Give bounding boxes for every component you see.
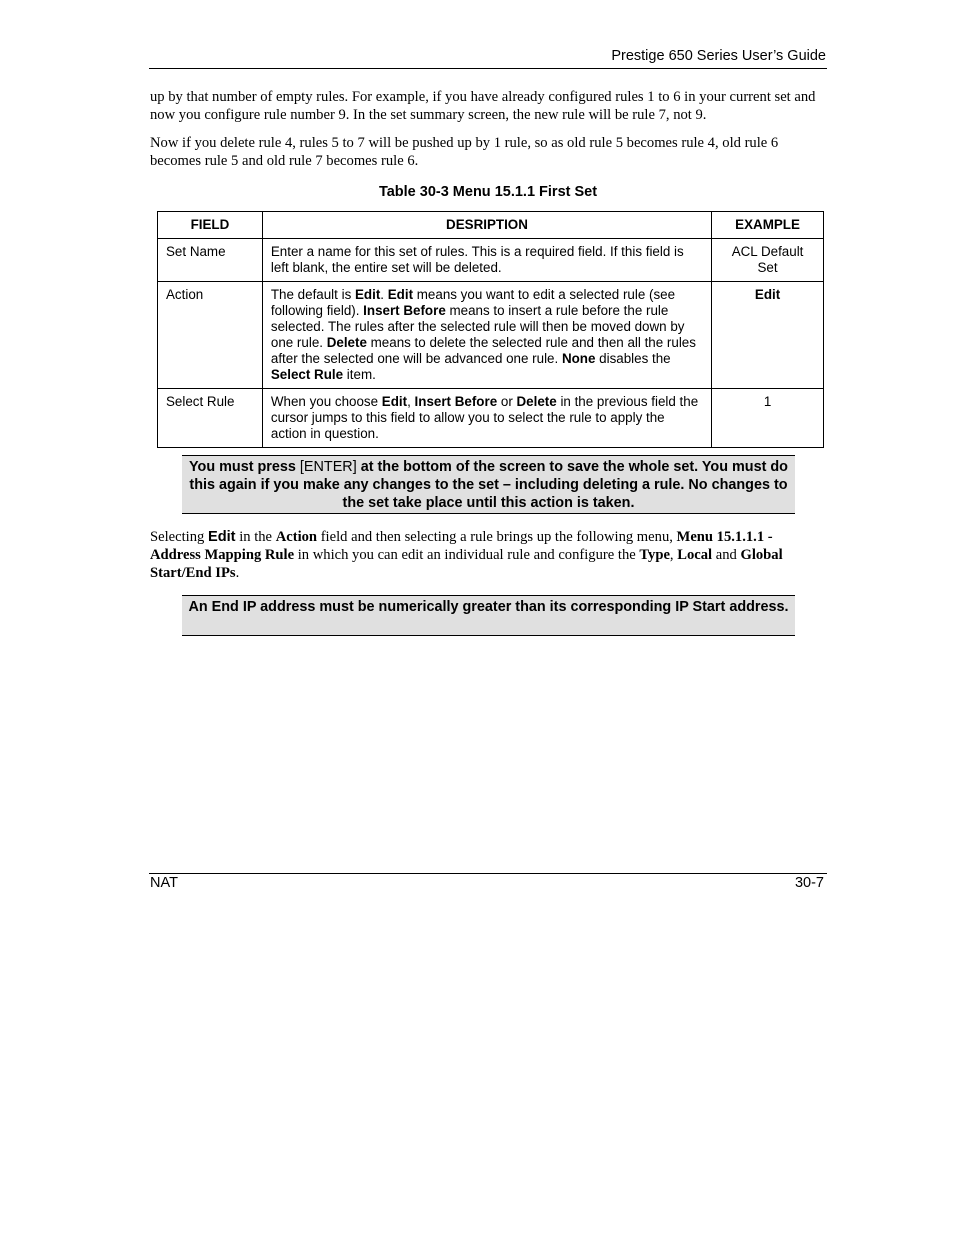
note-text: You must press [189, 459, 300, 475]
note-box-save [182, 455, 795, 514]
column-header-example: EXAMPLE [712, 212, 824, 239]
bold-term: None [561, 351, 596, 366]
text-run: When you choose [270, 394, 382, 409]
text-run: or [497, 394, 517, 409]
bold-term: Insert Before [414, 394, 498, 409]
table-row [158, 389, 824, 448]
column-header-description: DESRIPTION [262, 212, 711, 239]
description-cell [262, 282, 711, 389]
table-row [158, 239, 824, 282]
text-run: Selecting [150, 529, 208, 545]
bold-term: Global Start/End IPs [150, 547, 783, 581]
menu-fields-table [157, 211, 824, 448]
text-run: . [235, 565, 240, 581]
footer-page-number: 30-7 [794, 875, 824, 891]
text-run: means to insert a rule before the rule selected. The rules after the selected rule will then be moved down by one rule. [270, 303, 685, 350]
bold-term: Edit [355, 287, 381, 302]
bold-term: Insert Before [363, 303, 446, 318]
column-header-field: FIELD [158, 212, 263, 239]
footer-chapter-name: NAT [150, 875, 178, 891]
bold-term: Select Rule [270, 367, 344, 382]
text-run: . [380, 287, 388, 302]
bold-term: Local [677, 547, 713, 563]
text-run: means to delete the selected rule and then all the rules after the selected one will be advanced one rule. [270, 335, 696, 366]
bold-term: Type [639, 547, 670, 563]
text-run: , [407, 394, 415, 409]
field-cell: Set Name [158, 239, 263, 282]
table-row [158, 282, 824, 389]
field-cell: Action [158, 282, 263, 389]
example-cell [712, 282, 824, 389]
text-run: in the previous field the cursor jumps to this field to allow you to select the rule to apply the action in question. [270, 394, 699, 441]
note-text: at the bottom of the screen to save the whole set. You must do this again if you make any changes to the set – including deleting a rule. No changes to the set take place until this action is taken. [189, 459, 788, 511]
header-divider [149, 68, 827, 69]
bold-term: Menu 15.1.1.1 - Address Mapping Rule [150, 529, 773, 563]
intro-paragraph-1: up by that number of empty rules. For example, if you have already configured rules 1 to 6 in your current set and now you configure rule number 9. In the set summary screen, the new rule will be rule 7, not 9. [150, 89, 816, 123]
example-value: Edit [754, 287, 781, 302]
text-run: means you want to edit a selected rule (see following field). [270, 287, 676, 318]
text-run: field and then selecting a rule brings up the following menu, [317, 529, 677, 545]
text-run: item. [343, 367, 376, 382]
footer-divider [149, 873, 827, 874]
intro-paragraph-2: Now if you delete rule 4, rules 5 to 7 will be pushed up by 1 rule, so as old rule 5 becomes rule 4, old rule 6 becomes rule 5 and old rule 7 becomes rule 6. [150, 135, 779, 169]
text-run: The default is [270, 287, 355, 302]
enter-key-label: [ENTER] [299, 459, 357, 475]
text-run: and [712, 547, 741, 563]
bold-term: Delete [516, 394, 557, 409]
bold-term: Edit [381, 394, 408, 409]
note-box-end-ip: An End IP address must be numerically greater than its corresponding IP Start address. [182, 595, 795, 636]
bold-term: Delete [326, 335, 367, 350]
example-cell: ACL Default Set [712, 239, 824, 282]
table-caption: Table 30-3 Menu 15.1.1 First Set [378, 184, 598, 200]
text-run: disables the [595, 351, 671, 366]
paragraph-selecting-edit [150, 528, 826, 582]
bold-term: Edit [387, 287, 414, 302]
text-run: in which you can edit an individual rule and configure the [294, 547, 640, 563]
text-run: in the [235, 529, 276, 545]
bold-term: Action [275, 529, 318, 545]
description-cell [262, 389, 711, 448]
table-header-row [158, 212, 824, 239]
description-cell: Enter a name for this set of rules. This is a required field. If this field is left blank, the entire set will be deleted. [262, 239, 711, 282]
text-run: , [669, 547, 678, 563]
bold-term: Edit [207, 529, 236, 545]
page-header-title: Prestige 650 Series User’s Guide [611, 48, 826, 64]
field-cell: Select Rule [158, 389, 263, 448]
example-cell: 1 [712, 389, 824, 448]
